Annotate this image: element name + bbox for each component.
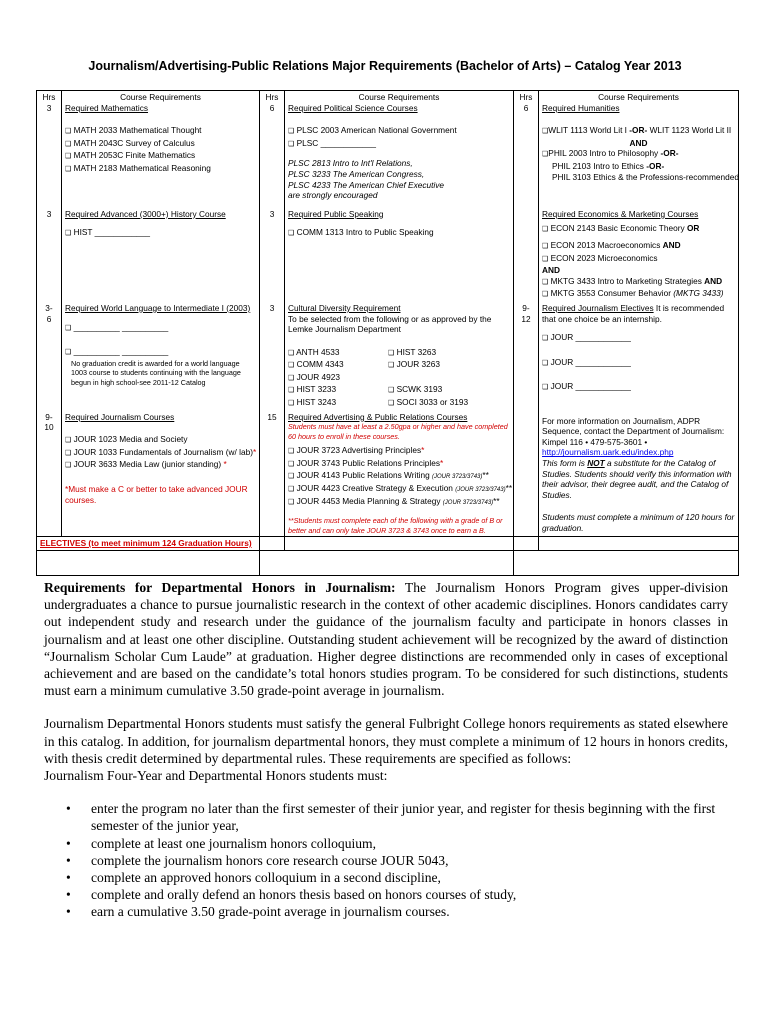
- list-item-text: complete and orally defend an honors thesis based on honors courses of study,: [91, 887, 517, 903]
- checkbox-icon[interactable]: ❑: [65, 165, 72, 173]
- history-title: Required Advanced (3000+) History Course: [65, 208, 226, 219]
- course-req-header: Course Requirements: [598, 92, 679, 102]
- language-cell: [62, 302, 260, 411]
- checkbox-item[interactable]: [542, 332, 735, 345]
- notice-text: a substitute for the Catalog of Studies. Students should verify this information with their advisor, their degree audit, and the Catalog of Studies.: [542, 458, 732, 500]
- checkbox-item[interactable]: [542, 288, 735, 301]
- item-label: __________ __________: [73, 346, 169, 357]
- checkbox-item[interactable]: [288, 359, 388, 372]
- checkbox-item[interactable]: [65, 434, 256, 447]
- checkbox-item[interactable]: [388, 384, 510, 397]
- item-label: WLIT 1123 World Lit II: [647, 125, 732, 136]
- hrs-header: [260, 91, 285, 202]
- checkbox-icon[interactable]: ❑: [542, 255, 549, 263]
- math-title: Required Mathematics: [65, 102, 149, 113]
- required-mark: **: [493, 495, 500, 506]
- hrs-cell: [260, 202, 285, 302]
- language-hours: 3- 6: [45, 302, 53, 324]
- checkbox-icon[interactable]: ❑: [542, 242, 549, 250]
- note-line: PLSC 2813 Intro to Int'l Relations,: [288, 158, 413, 169]
- checkbox-icon[interactable]: ❑: [288, 230, 295, 238]
- checkbox-item[interactable]: [542, 253, 735, 266]
- diversity-options: [288, 347, 510, 410]
- econ-cell: [539, 202, 739, 302]
- checkbox-item[interactable]: [288, 458, 510, 471]
- checkbox-item[interactable]: [388, 397, 510, 410]
- empty-cell: [514, 537, 539, 551]
- note-line: PLSC 3233 The American Congress,: [288, 168, 425, 179]
- contact-info: [542, 416, 735, 458]
- hrs-cell: [514, 202, 539, 302]
- checkbox-icon[interactable]: ❑: [542, 128, 549, 136]
- adpr-title: Required Advertising & Public Relations Courses: [288, 411, 468, 422]
- checkbox-icon[interactable]: ❑: [542, 384, 549, 392]
- checkbox-icon[interactable]: ❑: [388, 387, 395, 395]
- item-label: ANTH 4533: [296, 346, 340, 357]
- prereq-label: (JOUR 3723/3743): [455, 487, 506, 494]
- item-label: JOUR 3633 Media Law (junior standing): [73, 459, 222, 470]
- checkbox-icon[interactable]: ❑: [288, 400, 295, 408]
- item-label: ECON 2023 Microeconomics: [550, 252, 658, 263]
- checkbox-icon[interactable]: ❑: [542, 151, 549, 159]
- checkbox-item[interactable]: [542, 125, 735, 138]
- empty-cell: [285, 537, 514, 551]
- checkbox-icon[interactable]: ❑: [288, 460, 295, 468]
- list-item: [44, 835, 728, 852]
- item-label: JOUR 4923: [296, 371, 340, 382]
- required-mark: **: [505, 483, 513, 494]
- or-label: -OR-: [646, 160, 665, 171]
- checkbox-item[interactable]: [542, 357, 735, 370]
- diversity-hours: 3: [269, 302, 275, 313]
- checkbox-item[interactable]: [288, 445, 510, 458]
- info-cell: [539, 411, 739, 537]
- electives-cell: [539, 302, 739, 411]
- min-hours-note: Students must complete a minimum of 120 hours for graduation.: [542, 512, 735, 533]
- checkbox-icon[interactable]: ❑: [65, 140, 72, 148]
- diversity-cell: [285, 302, 514, 411]
- row-4: [37, 411, 739, 537]
- checkbox-icon[interactable]: ❑: [388, 349, 395, 357]
- hrs-cell: [260, 302, 285, 411]
- empty-cell: [260, 537, 285, 551]
- or-label: OR: [686, 223, 700, 234]
- humanities-cell: [539, 91, 739, 202]
- item-label: __________ __________: [73, 321, 169, 332]
- item-label: PHIL 2103 Intro to Ethics: [552, 160, 647, 171]
- adpr-note: Students must have at least a 2.50gpa or higher and have completed 60 hours to enroll in these courses.: [288, 422, 508, 441]
- item-label: HIST 3263: [396, 346, 437, 357]
- checkbox-icon[interactable]: ❑: [288, 349, 295, 357]
- adpr-hours: 15: [267, 411, 277, 422]
- or-label: -OR-: [660, 148, 679, 159]
- checkbox-item[interactable]: [65, 459, 256, 472]
- item-label: MATH 2053C Finite Mathematics: [73, 150, 196, 161]
- polisci-cell: [285, 91, 514, 202]
- item-label: JOUR ____________: [550, 332, 631, 343]
- math-cell: [62, 91, 260, 202]
- language-title: Required World Language to Intermediate I (2003): [65, 302, 251, 313]
- item-label: MKTG 3433 Intro to Marketing Strategies: [550, 275, 705, 286]
- checkbox-icon[interactable]: ❑: [65, 349, 72, 357]
- prereq-label: (JOUR 3723/3743): [432, 474, 483, 481]
- hrs-cell: [514, 302, 539, 411]
- hrs-header: [514, 91, 539, 202]
- required-mark: *: [252, 446, 257, 457]
- bullet-icon: •: [66, 870, 71, 886]
- hrs-cell: [37, 411, 62, 537]
- page-title: Journalism/Advertising-Public Relations Major Requirements (Bachelor of Arts) – Catalog Year 2013: [88, 59, 682, 73]
- honors-para-1: [44, 579, 728, 699]
- department-link[interactable]: http://journalism.uark.edu/index.php: [542, 447, 674, 458]
- history-hours: 3: [46, 208, 52, 219]
- list-item: [44, 869, 728, 886]
- journalism-cell: [62, 411, 260, 537]
- and-label: AND: [629, 137, 648, 148]
- item-label: JOUR 1033 Fundamentals of Journalism (w/ lab): [73, 446, 253, 457]
- list-item-text: enter the program no later than the first semester of their junior year, and register for thesis beginning with the first semester of the junior year,: [91, 801, 716, 834]
- honors-heading: Requirements for Departmental Honors in Journalism:: [44, 580, 396, 595]
- list-item: [44, 903, 728, 920]
- checkbox-item[interactable]: [288, 138, 510, 151]
- item-label: WLIT 1113 World Lit I: [548, 125, 630, 136]
- empty-cell: [539, 537, 739, 551]
- checkbox-item[interactable]: [65, 346, 256, 359]
- checkbox-item[interactable]: [542, 381, 735, 394]
- item-label: JOUR 3723 Advertising Principles: [296, 445, 422, 456]
- item-label: MATH 2043C Survey of Calculus: [73, 137, 195, 148]
- or-label: -OR-: [629, 125, 648, 136]
- hrs-cell: [37, 302, 62, 411]
- hrs-cell: [37, 202, 62, 302]
- honors-list: [44, 800, 728, 920]
- diversity-desc: To be selected from the following or as approved by the Lemke Journalism Department: [288, 313, 492, 335]
- item-label: HIST ____________: [73, 227, 151, 238]
- catalog-notice: [542, 458, 735, 500]
- and-label: AND: [704, 275, 723, 286]
- item-label: ECON 2143 Basic Economic Theory: [550, 223, 687, 234]
- checkbox-icon[interactable]: ❑: [542, 291, 549, 299]
- hrs-cell: [260, 411, 285, 537]
- item-label: MATH 2033 Mathematical Thought: [73, 125, 202, 136]
- checkbox-icon[interactable]: ❑: [288, 498, 295, 506]
- checkbox-icon[interactable]: ❑: [388, 400, 395, 408]
- required-mark: *: [421, 445, 425, 456]
- item-label: PLSC 2003 American National Government: [296, 125, 457, 136]
- checkbox-icon[interactable]: ❑: [388, 362, 395, 370]
- item-label: HIST 3233: [296, 384, 337, 395]
- required-mark: *: [440, 457, 444, 468]
- item-label: JOUR 4423 Creative Strategy & Execution: [296, 483, 456, 494]
- item-label: PHIL 2003 Intro to Philosophy: [548, 148, 661, 159]
- item-label: PLSC ____________: [296, 137, 376, 148]
- item-label: JOUR 3743 Public Relations Principles: [296, 457, 441, 468]
- course-req-header: Course Requirements: [358, 92, 440, 102]
- prereq-label: (MKTG 3433): [673, 288, 724, 299]
- checkbox-item[interactable]: [542, 223, 735, 236]
- checkbox-icon[interactable]: ❑: [542, 335, 549, 343]
- notice-emphasis: NOT: [587, 458, 605, 469]
- checkbox-item[interactable]: [288, 384, 388, 397]
- list-item-text: complete the journalism honors core research course JOUR 5043,: [91, 852, 449, 868]
- requirements-table: [36, 90, 739, 576]
- item-label: ECON 2013 Macroeconomics: [550, 239, 663, 250]
- journalism-note: *Must make a C or better to take advanced JOUR courses.: [65, 484, 248, 505]
- note-line: PLSC 4233 The American Chief Executive: [288, 179, 445, 190]
- list-item-text: complete an approved honors colloquium in a second discipline,: [91, 870, 441, 886]
- checkbox-icon[interactable]: ❑: [288, 473, 295, 481]
- polisci-hours: 6: [269, 102, 275, 113]
- hrs-header-label: Hrs: [519, 92, 533, 102]
- honors-para-3: Journalism Four-Year and Departmental Honors students must:: [44, 768, 388, 784]
- bullet-icon: •: [66, 887, 71, 903]
- checkbox-icon[interactable]: ❑: [542, 226, 549, 234]
- checkbox-item[interactable]: [388, 347, 510, 360]
- honors-section: [44, 579, 728, 921]
- list-item: [44, 852, 728, 869]
- polisci-note: [288, 158, 510, 200]
- math-hours: 3: [46, 102, 52, 113]
- bullet-icon: •: [66, 904, 71, 920]
- adpr-footnote: **Students must complete each of the following with a grade of B or better and can only take JOUR 3723 & 3743 once to earn a B.: [288, 516, 503, 535]
- checkbox-icon[interactable]: ❑: [288, 448, 295, 456]
- electives-desc: It is recommended that one choice be an internship.: [542, 302, 725, 324]
- list-item-text: earn a cumulative 3.50 grade-point average in journalism courses.: [91, 904, 450, 920]
- item-label: JOUR ____________: [550, 356, 631, 367]
- item-label: COMM 4343: [296, 359, 344, 370]
- option-line: [542, 161, 735, 172]
- list-item: [44, 800, 728, 834]
- checkbox-icon[interactable]: ❑: [65, 437, 72, 445]
- required-mark: *: [223, 459, 227, 470]
- bullet-icon: •: [66, 801, 71, 817]
- checkbox-item[interactable]: [65, 150, 256, 163]
- header-row: [37, 91, 739, 202]
- polisci-title: Required Political Science Courses: [288, 102, 418, 113]
- course-req-header: Course Requirements: [120, 92, 201, 102]
- item-label: JOUR 4453 Media Planning & Strategy: [296, 495, 443, 506]
- checkbox-item[interactable]: [542, 148, 735, 161]
- item-label: COMM 1313 Intro to Public Speaking: [296, 227, 434, 238]
- checkbox-item[interactable]: [65, 447, 256, 460]
- bullet-icon: •: [66, 852, 71, 868]
- item-label: JOUR ____________: [550, 381, 631, 392]
- item-label: JOUR 4143 Public Relations Writing: [296, 470, 433, 481]
- honors-para-2: Journalism Departmental Honors students must satisfy the general Fulbright College honors requirements as stated elsewhere in this catalog. In addition, for journalism departmental honors, they must complete a minimum of 12 hours in honors credits, with thesis credit determined by departmental rules. These requirements are specified as follows:: [44, 716, 728, 766]
- item-label: SCWK 3193: [396, 384, 443, 395]
- speaking-title: Required Public Speaking: [288, 208, 384, 219]
- checkbox-icon[interactable]: ❑: [288, 486, 295, 494]
- bullet-icon: •: [66, 835, 71, 851]
- item-label: MATH 2183 Mathematical Reasoning: [73, 162, 211, 173]
- checkbox-icon[interactable]: ❑: [65, 462, 72, 470]
- checkbox-item[interactable]: [65, 227, 256, 240]
- checkbox-icon[interactable]: ❑: [288, 128, 295, 136]
- list-item: [44, 886, 728, 903]
- row-2: [37, 202, 739, 302]
- language-note: No graduation credit is awarded for a world language 1003 course to students continuing with the language begun in high school-see 2011-12 Catalog: [71, 358, 241, 387]
- checkbox-item[interactable]: [288, 125, 510, 138]
- electives-label: ELECTIVES (to meet minimum 124 Graduation Hours): [40, 538, 252, 549]
- electives-hours: 9- 12: [521, 302, 531, 324]
- prereq-label: (JOUR 3723/3743): [442, 499, 494, 506]
- blank-row: [37, 550, 739, 575]
- and-label: AND: [662, 239, 681, 250]
- hrs-cell: [514, 411, 539, 537]
- notice-text: This form is: [542, 458, 588, 469]
- checkbox-item[interactable]: [542, 276, 735, 289]
- checkbox-icon[interactable]: ❑: [65, 230, 72, 238]
- checkbox-icon[interactable]: ❑: [542, 278, 549, 286]
- checkbox-item[interactable]: [288, 372, 388, 385]
- math-list: [65, 125, 256, 175]
- item-label: JOUR 3263: [396, 359, 440, 370]
- empty-cell: [260, 550, 514, 575]
- diversity-title: Cultural Diversity Requirement: [288, 302, 401, 313]
- item-label: SOCI 3033 or 3193: [396, 397, 469, 408]
- checkbox-icon[interactable]: ❑: [65, 128, 72, 136]
- speaking-cell: [285, 202, 514, 302]
- item-label: JOUR 1023 Media and Society: [73, 434, 188, 445]
- checkbox-icon[interactable]: ❑: [65, 449, 72, 457]
- hrs-header-label: Hrs: [42, 92, 56, 102]
- econ-title: Required Economics & Marketing Courses: [542, 208, 699, 219]
- checkbox-icon[interactable]: ❑: [288, 140, 295, 148]
- checkbox-item[interactable]: [288, 227, 510, 240]
- checkbox-icon[interactable]: ❑: [542, 359, 549, 367]
- empty-cell: [514, 550, 739, 575]
- electives-row: [37, 537, 739, 551]
- history-cell: [62, 202, 260, 302]
- checkbox-item[interactable]: [542, 240, 735, 253]
- checkbox-icon[interactable]: ❑: [288, 387, 295, 395]
- checkbox-icon[interactable]: ❑: [65, 153, 72, 161]
- checkbox-icon[interactable]: ❑: [65, 324, 72, 332]
- item-label: HIST 3243: [296, 397, 337, 408]
- speaking-hours: 3: [269, 208, 275, 219]
- empty-cell: [37, 550, 260, 575]
- checkbox-item[interactable]: [288, 347, 388, 360]
- checkbox-icon[interactable]: ❑: [288, 362, 295, 370]
- journalism-title: Required Journalism Courses: [65, 411, 175, 422]
- adpr-cell: [285, 411, 514, 537]
- required-mark: **: [482, 470, 489, 481]
- checkbox-item[interactable]: [288, 397, 388, 410]
- honors-text: The Journalism Honors Program gives upper-division undergraduates a chance to pursue journalistic research in the context of other academic disciplines. Honors candidates carry out independent study and research under the guidance of the journalism faculty and participate in honors classes in journalism and at least one other discipline. Outstanding student achievement will be recognized by the award of distinction “Journalism Scholar Cum Laude” at graduation. Higher degree distinctions are recommended only in cases of exceptional achievement and are based on the candidate’s total honors studies program. To be considered for such distinctions, students must earn a minimum cumulative 3.50 grade-point average in journalism.: [44, 580, 728, 699]
- checkbox-item[interactable]: [288, 470, 510, 483]
- electives-title: Required Journalism Electives: [542, 302, 654, 313]
- checkbox-item[interactable]: [288, 483, 513, 496]
- list-item-text: complete at least one journalism honors colloquium,: [91, 835, 377, 851]
- humanities-hours: 6: [523, 102, 529, 113]
- checkbox-item[interactable]: [65, 138, 256, 151]
- hrs-header-label: Hrs: [265, 92, 279, 102]
- electives-cell: [37, 537, 260, 551]
- humanities-title: Required Humanities: [542, 102, 620, 113]
- option-line: PHIL 3103 Ethics & the Professions-recommended: [552, 171, 739, 182]
- journalism-hours: 9- 10: [44, 411, 54, 433]
- checkbox-item[interactable]: [65, 322, 256, 335]
- contact-text: For more information on Journalism, ADPR Sequence, contact the Department of Journalism: Kimpel 116 • 479-575-3601 •: [542, 415, 725, 447]
- checkbox-item[interactable]: [288, 496, 510, 509]
- checkbox-item[interactable]: [65, 125, 256, 138]
- hrs-header: [37, 91, 62, 202]
- item-label: MKTG 3553 Consumer Behavior: [550, 288, 674, 299]
- and-label: AND: [542, 265, 560, 276]
- row-3: [37, 302, 739, 411]
- checkbox-icon[interactable]: ❑: [288, 374, 295, 382]
- note-line: are strongly encouraged: [288, 190, 378, 201]
- checkbox-item[interactable]: [65, 163, 256, 176]
- checkbox-item[interactable]: [388, 359, 510, 372]
